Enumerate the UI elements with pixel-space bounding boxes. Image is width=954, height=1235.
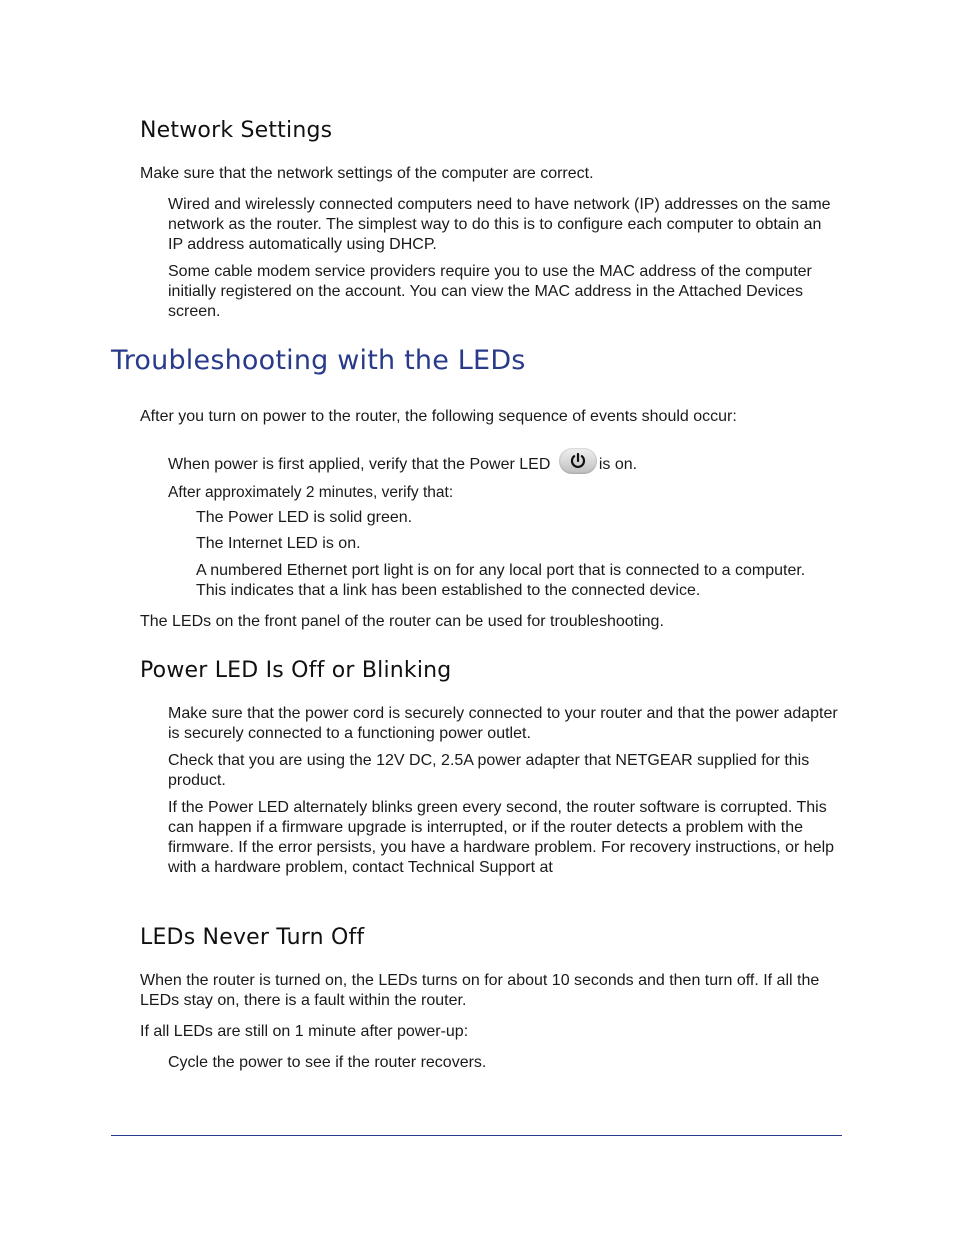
leds-never-off-heading: LEDs Never Turn Off: [140, 925, 365, 950]
power-led-bullet-2: Check that you are using the 12V DC, 2.5A power adapter that NETGEAR supplied for this product.: [168, 752, 810, 789]
troubleshooting-step-1: [168, 452, 840, 478]
network-settings-bullet-2: Some cable modem service providers require you to use the MAC address of the computer initially registered on the account. You can view the MAC address in the Attached Devices screen.: [168, 263, 812, 320]
footer-divider: [111, 1135, 842, 1136]
leds-never-off-bullet-1: Cycle the power to see if the router recovers.: [168, 1054, 487, 1071]
power-led-bullet-1: Make sure that the power cord is securely connected to your router and that the power adapter is securely connected to a functioning power outlet.: [168, 705, 838, 742]
power-icon: [559, 448, 597, 474]
network-settings-heading: Network Settings: [140, 118, 333, 143]
troubleshooting-intro: After you turn on power to the router, the following sequence of events should occur:: [140, 408, 737, 425]
leds-never-off-intro: When the router is turned on, the LEDs turns on for about 10 seconds and then turn off. If all the LEDs stay on, there is a fault within the router.: [140, 972, 820, 1009]
troubleshooting-step-2: After approximately 2 minutes, verify that:: [168, 484, 454, 501]
step-1-text-after: is on.: [598, 456, 638, 474]
troubleshooting-closing: The LEDs on the front panel of the router can be used for troubleshooting.: [140, 613, 664, 630]
leds-never-off-condition: If all LEDs are still on 1 minute after power-up:: [140, 1023, 469, 1040]
step-1-text-before: When power is first applied, verify that the Power LED: [168, 456, 551, 474]
troubleshooting-sub-3: A numbered Ethernet port light is on for any local port that is connected to a computer. This indicates that a link has been established to the connected device.: [196, 562, 806, 599]
power-led-bullet-3: If the Power LED alternately blinks green every second, the router software is corrupted. This can happen if a firmware upgrade is interrupted, or if the router detects a problem with the firmware. If the error persists, you have a hardware problem. For recovery instructions, or help with a hardware problem, contact Technical Support at: [168, 799, 835, 876]
troubleshooting-heading: Troubleshooting with the LEDs: [111, 345, 526, 376]
network-settings-intro: Make sure that the network settings of the computer are correct.: [140, 165, 594, 182]
troubleshooting-sub-2: The Internet LED is on.: [196, 535, 361, 552]
troubleshooting-sub-1: The Power LED is solid green.: [196, 509, 413, 526]
power-led-heading: Power LED Is Off or Blinking: [140, 658, 452, 683]
network-settings-bullet-1: Wired and wirelessly connected computers need to have network (IP) addresses on the same network as the router. The simplest way to do this is to configure each computer to obtain an IP address automatically using DHCP.: [168, 196, 831, 253]
